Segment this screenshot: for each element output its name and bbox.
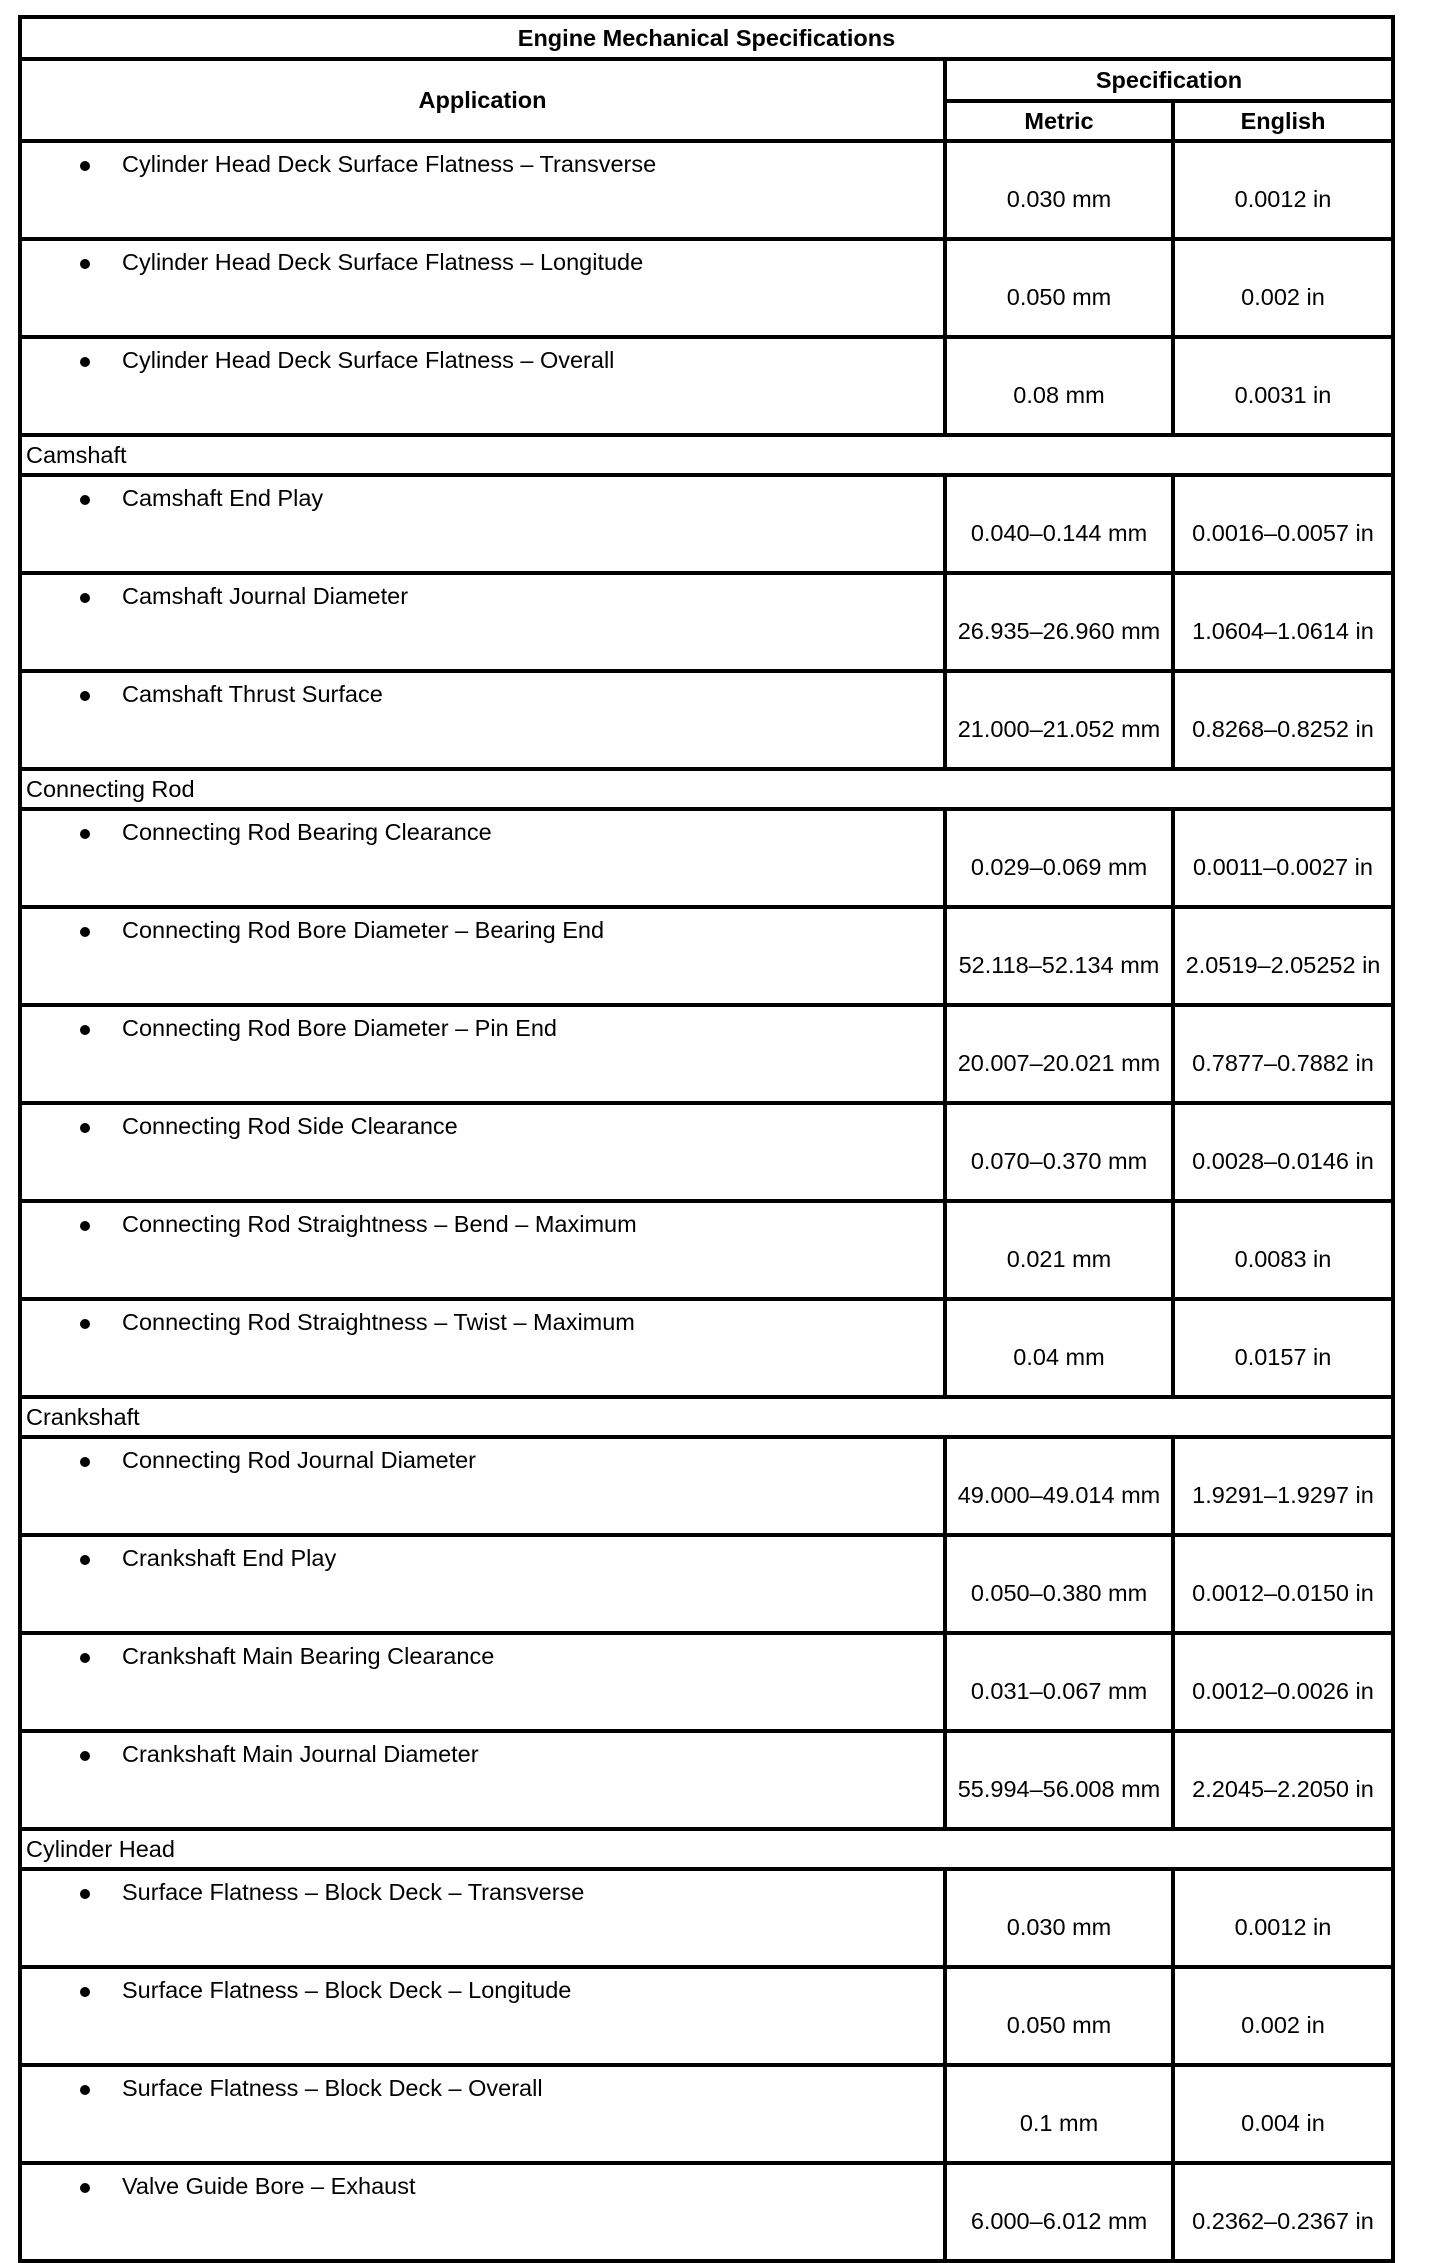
application-cell [20,1437,945,1535]
application-label: Camshaft End Play [122,485,324,511]
table-row [20,337,1393,435]
application-cell [20,1201,945,1299]
application-cell [20,1103,945,1201]
application-label: Connecting Rod Straightness – Bend – Maximum [122,1211,637,1237]
metric-value: 0.050 mm [945,239,1173,337]
table-row [20,475,1393,573]
application-label: Cylinder Head Deck Surface Flatness – Overall [122,347,615,373]
bullet-icon [80,1025,90,1035]
table-row [20,1731,1393,1829]
table-row [20,1633,1393,1731]
application-label: Cylinder Head Deck Surface Flatness – Longitude [122,249,644,275]
application-label: Connecting Rod Bearing Clearance [122,819,492,845]
table-title: Engine Mechanical Specifications [20,17,1393,59]
application-label: Connecting Rod Side Clearance [122,1113,458,1139]
metric-value: 21.000–21.052 mm [945,671,1173,769]
application-label: Connecting Rod Straightness – Twist – Maximum [122,1309,635,1335]
table-row [20,573,1393,671]
metric-value: 0.031–0.067 mm [945,1633,1173,1731]
table-row [20,1005,1393,1103]
header-specification: Specification [945,59,1393,101]
application-label: Surface Flatness – Block Deck – Transverse [122,1879,585,1905]
bullet-icon [80,1221,90,1231]
application-label: Crankshaft Main Journal Diameter [122,1741,479,1767]
table-row [20,907,1393,1005]
english-value: 2.0519–2.05252 in [1173,907,1393,1005]
application-cell [20,337,945,435]
bullet-icon [80,1457,90,1467]
english-value: 0.0012 in [1173,141,1393,239]
application-label: Camshaft Thrust Surface [122,681,383,707]
bullet-icon [80,161,90,171]
table-row [20,1103,1393,1201]
application-cell [20,809,945,907]
english-value: 0.002 in [1173,239,1393,337]
english-value: 0.0012–0.0026 in [1173,1633,1393,1731]
application-cell [20,1967,945,2065]
application-cell [20,1005,945,1103]
application-label: Cylinder Head Deck Surface Flatness – Transverse [122,151,657,177]
application-label: Valve Guide Bore – Exhaust [122,2173,416,2199]
metric-value: 26.935–26.960 mm [945,573,1173,671]
english-value: 0.7877–0.7882 in [1173,1005,1393,1103]
application-cell [20,1633,945,1731]
bullet-icon [80,495,90,505]
section-heading: Crankshaft [20,1397,1393,1437]
bullet-icon [80,1555,90,1565]
header-application: Application [20,59,945,141]
english-value: 2.2045–2.2050 in [1173,1731,1393,1829]
application-label: Crankshaft Main Bearing Clearance [122,1643,495,1669]
table-row [20,239,1393,337]
bullet-icon [80,1653,90,1663]
metric-value: 0.050–0.380 mm [945,1535,1173,1633]
application-label: Camshaft Journal Diameter [122,583,409,609]
table-row [20,1967,1393,2065]
table-row [20,1299,1393,1397]
metric-value: 49.000–49.014 mm [945,1437,1173,1535]
metric-value: 6.000–6.012 mm [945,2163,1173,2261]
english-value: 0.0012 in [1173,1869,1393,1967]
metric-value: 0.050 mm [945,1967,1173,2065]
bullet-icon [80,691,90,701]
header-english: English [1173,101,1393,141]
application-label: Connecting Rod Bore Diameter – Pin End [122,1015,557,1041]
application-cell [20,475,945,573]
english-value: 0.0031 in [1173,337,1393,435]
section-row [20,435,1393,475]
table-row [20,671,1393,769]
english-value: 0.8268–0.8252 in [1173,671,1393,769]
table-row [20,1869,1393,1967]
english-value: 0.0157 in [1173,1299,1393,1397]
application-cell [20,2163,945,2261]
application-label: Surface Flatness – Block Deck – Longitude [122,1977,572,2003]
english-value: 0.0011–0.0027 in [1173,809,1393,907]
table-row [20,1201,1393,1299]
section-heading: Camshaft [20,435,1393,475]
application-cell [20,141,945,239]
application-label: Crankshaft End Play [122,1545,337,1571]
english-value: 0.002 in [1173,1967,1393,2065]
bullet-icon [80,1123,90,1133]
bullet-icon [80,2085,90,2095]
table-row [20,1535,1393,1633]
spec-table [18,15,1395,2263]
english-value: 0.0083 in [1173,1201,1393,1299]
header-metric: Metric [945,101,1173,141]
bullet-icon [80,1319,90,1329]
bullet-icon [80,593,90,603]
application-cell [20,1731,945,1829]
metric-value: 0.030 mm [945,141,1173,239]
bullet-icon [80,829,90,839]
metric-value: 0.08 mm [945,337,1173,435]
application-cell [20,1299,945,1397]
table-row [20,2065,1393,2163]
application-cell [20,671,945,769]
english-value: 0.2362–0.2367 in [1173,2163,1393,2261]
application-cell [20,573,945,671]
english-value: 0.0016–0.0057 in [1173,475,1393,573]
metric-value: 52.118–52.134 mm [945,907,1173,1005]
metric-value: 0.030 mm [945,1869,1173,1967]
application-label: Connecting Rod Journal Diameter [122,1447,476,1473]
table-row [20,1437,1393,1535]
metric-value: 0.040–0.144 mm [945,475,1173,573]
application-cell [20,1869,945,1967]
english-value: 1.0604–1.0614 in [1173,573,1393,671]
bullet-icon [80,1987,90,1997]
metric-value: 55.994–56.008 mm [945,1731,1173,1829]
spec-table-body [20,141,1393,2261]
application-cell [20,239,945,337]
application-cell [20,2065,945,2163]
application-cell [20,907,945,1005]
metric-value: 0.04 mm [945,1299,1173,1397]
bullet-icon [80,1751,90,1761]
table-row [20,141,1393,239]
section-row [20,1829,1393,1869]
metric-value: 0.021 mm [945,1201,1173,1299]
section-row [20,769,1393,809]
bullet-icon [80,2183,90,2193]
section-row [20,1397,1393,1437]
bullet-icon [80,927,90,937]
section-heading: Connecting Rod [20,769,1393,809]
application-cell [20,1535,945,1633]
bullet-icon [80,357,90,367]
application-label: Connecting Rod Bore Diameter – Bearing End [122,917,605,943]
english-value: 0.004 in [1173,2065,1393,2163]
metric-value: 20.007–20.021 mm [945,1005,1173,1103]
english-value: 0.0028–0.0146 in [1173,1103,1393,1201]
metric-value: 0.1 mm [945,2065,1173,2163]
bullet-icon [80,259,90,269]
english-value: 0.0012–0.0150 in [1173,1535,1393,1633]
english-value: 1.9291–1.9297 in [1173,1437,1393,1535]
application-label: Surface Flatness – Block Deck – Overall [122,2075,543,2101]
section-heading: Cylinder Head [20,1829,1393,1869]
table-row [20,809,1393,907]
metric-value: 0.029–0.069 mm [945,809,1173,907]
table-row [20,2163,1393,2261]
bullet-icon [80,1889,90,1899]
metric-value: 0.070–0.370 mm [945,1103,1173,1201]
